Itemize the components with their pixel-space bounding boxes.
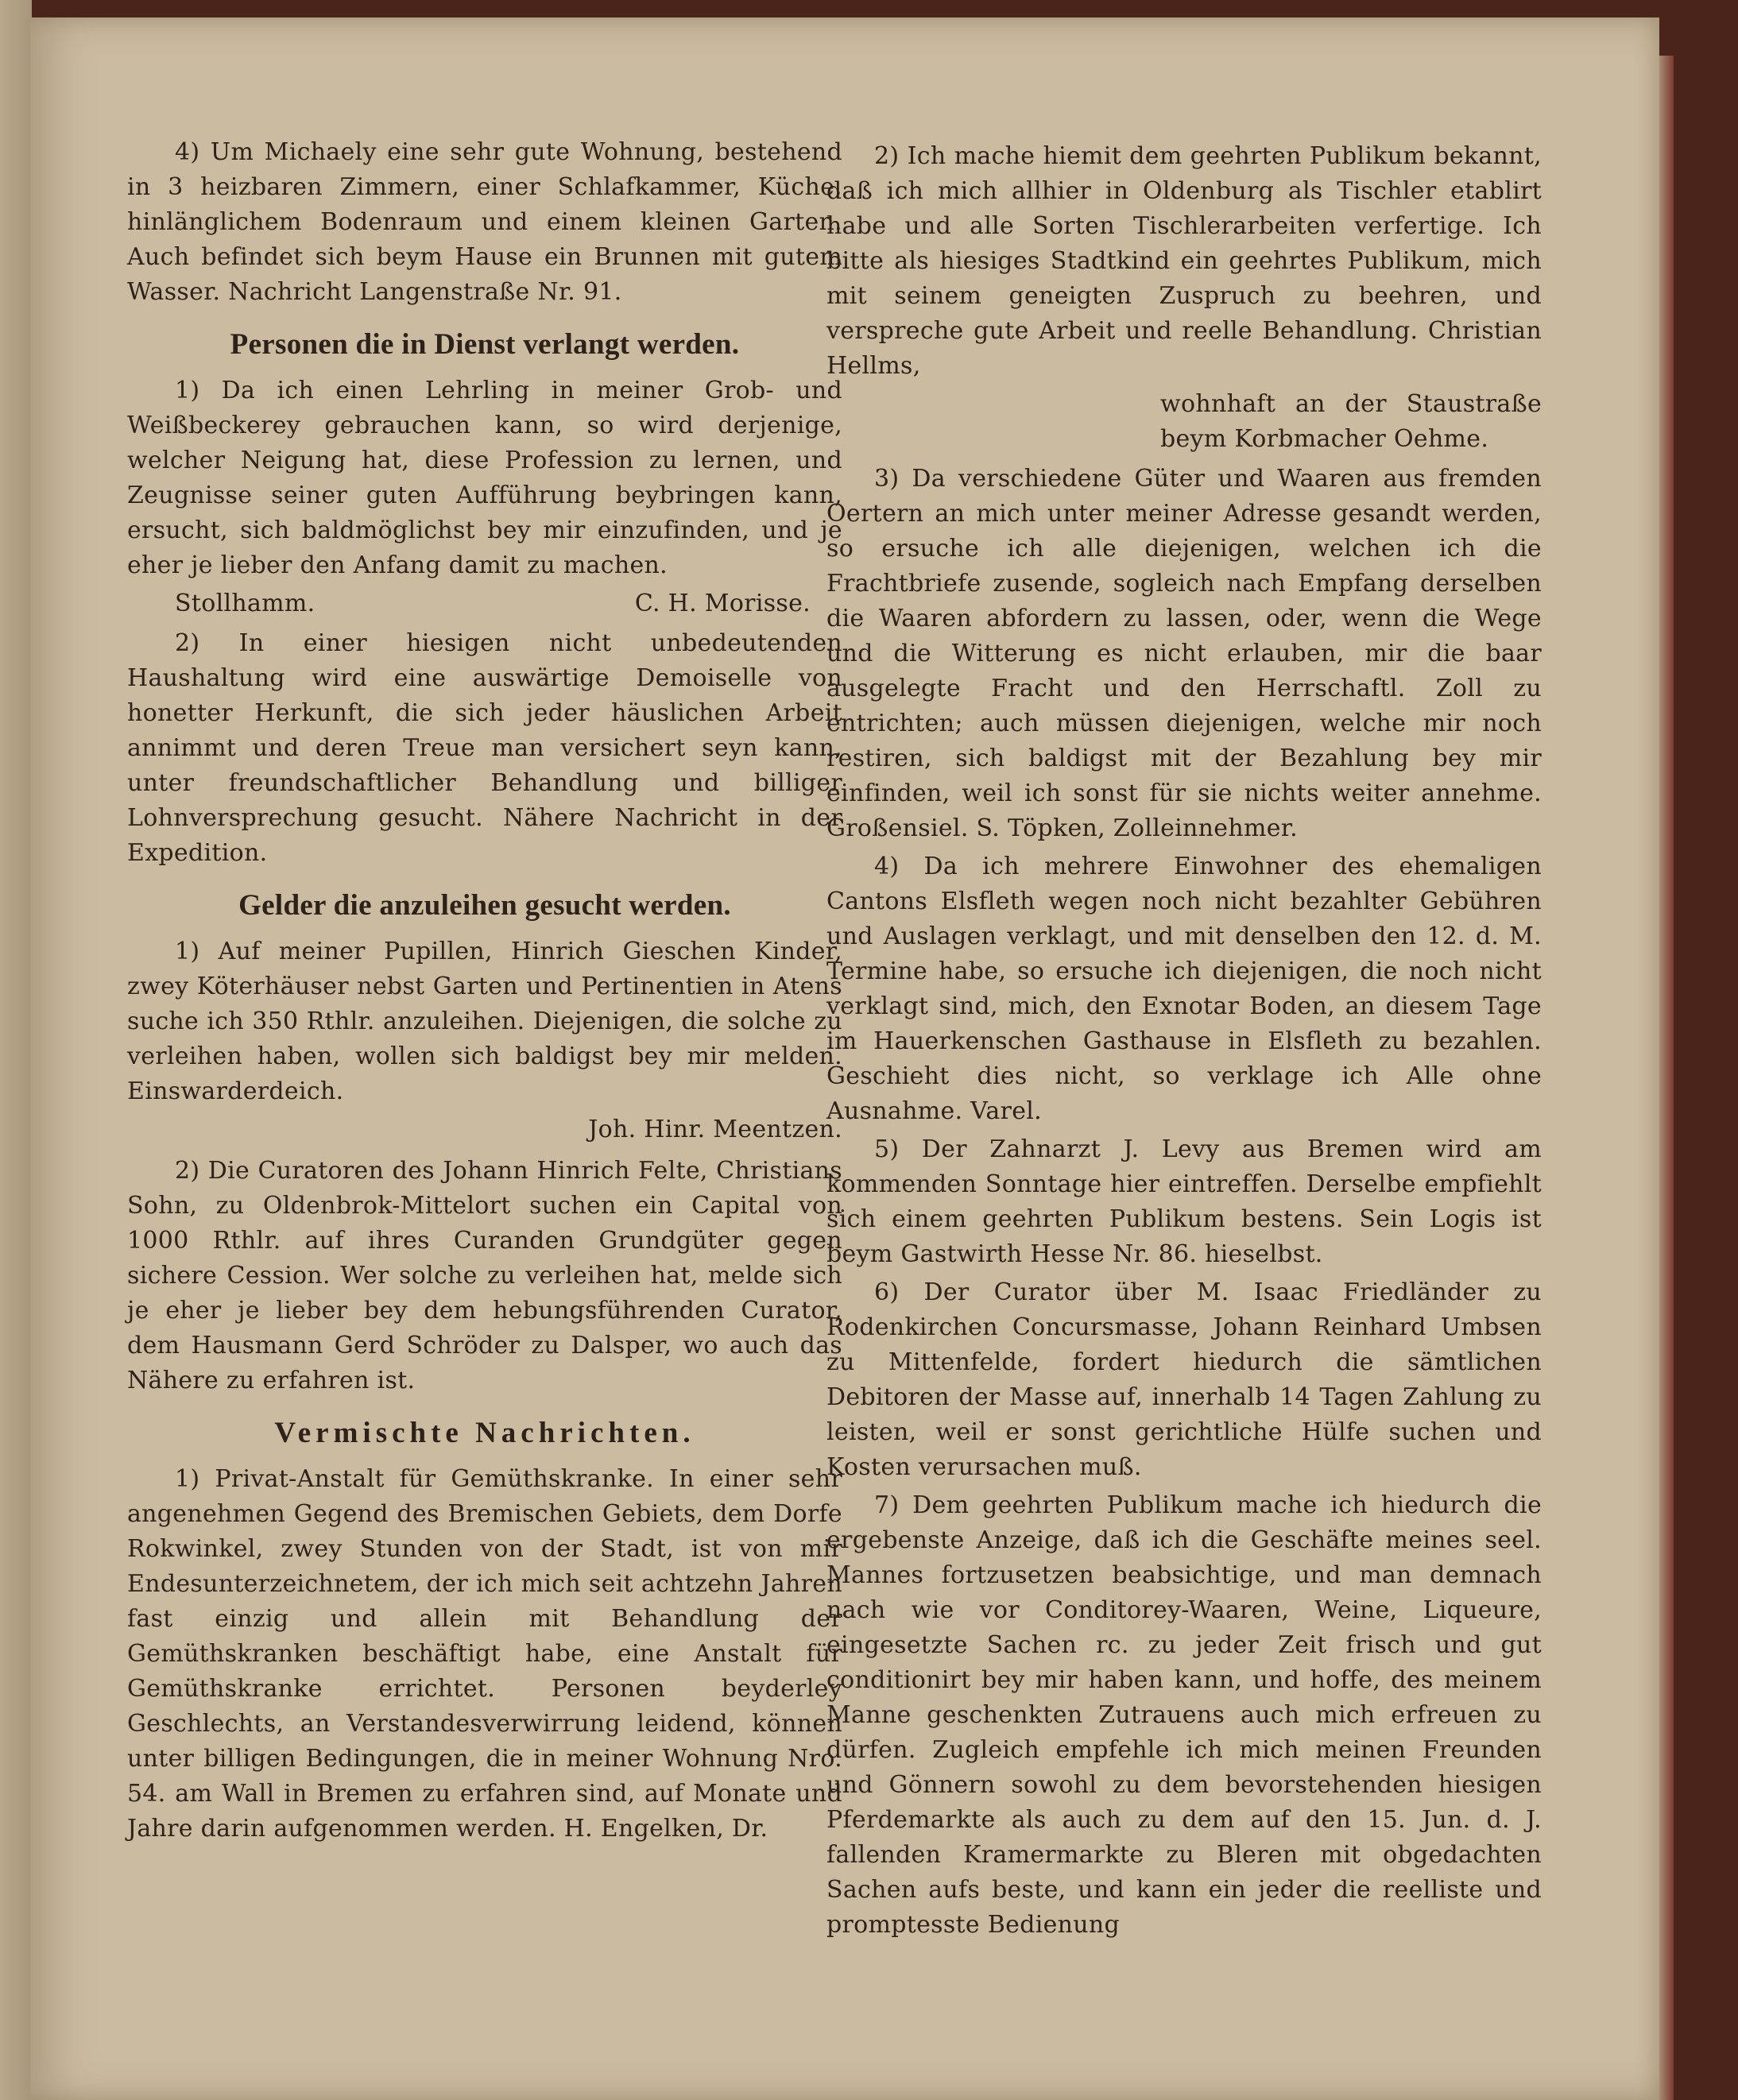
section-heading-miscellaneous: Vermischte Nachrichten. [274,1417,695,1449]
paragraph-curator-notice: 6) Der Curator über M. Isaac Friedländer zu Rodenkirchen Concursmasse, Johann Reinhard Umbsen zu Mittenfelde, fordert hiedurch die sämtlichen Debitoren der Masse auf, innerhalb 14 Tagen Zahlung zu leisten, weil er sonst gerichtliche Hülfe suchen und Kosten verursachen muß. [826,1278,1542,1481]
paragraph-demoiselle-wanted: 2) In einer hiesigen nicht unbedeutenden Haushaltung wird eine auswärtige Demoiselle von honetter Herkunft, die sich jeder häuslichen Arbeit annimmt und deren Treue man versichert seyn kann, unter freundschaftlicher Behandlung und billiger Lohnversprechung gesucht. Nähere Nachricht in der Expedition. [127,629,842,867]
signature-name: C. H. Morisse. [634,590,811,617]
page-stack-edge [1659,56,1674,2100]
paragraph-apprentice-wanted: 1) Da ich einen Lehrling in meiner Grob- und Weißbeckerey gebrauchen kann, so wird derjenige, welcher Neigung hat, diese Profession zu lernen, und Zeugnisse seiner guten Aufführung beybringen kann, ersucht, sich baldmöglichst bey mir einzufinden, und je eher je lieber den Anfang damit zu machen. [127,377,842,579]
paragraph-confectionery-notice: 7) Dem geehrten Publikum mache ich hiedurch die ergebenste Anzeige, daß ich die Geschäfte meines seel. Mannes fortzusetzen beabsichtige, und man demnach nach wie vor Conditorey-Waaren, Weine, Liqueure, eingesetzte Sachen rc. zu jeder Zeit frisch und gut conditionirt bey mir haben kann, und hoffe, des meinem Manne geschenkten Zutrauens auch mich erfreuen zu dürfen. Zugleich empfehle ich mich meinen Freunden und Gönnern sowohl zu dem bevorstehenden hiesigen Pferdemarkte als auch zu dem auf den 15. Jun. d. J. fallenden Kramermarkte zu Bleren mit obgedachten Sachen aufs beste, und kann ein jeder die reelliste und promptesste Bedienung [826,1491,1542,1939]
paragraph-asylum-notice: 1) Privat-Anstalt für Gemüthskranke. In einer sehr angenehmen Gegend des Bremischen Gebiets, dem Dorfe Rokwinkel, zwey Stunden von der Stadt, ist von mir Endesunterzeichnetem, der ich mich seit achtzehn Jahren fast einzig und allein mit Behandlung der Gemüthskranken beschäftigt habe, eine Anstalt für Gemüthskranke errichtet. Personen beyderley Geschlechts, an Verstandesverwirrung leidend, können unter billigen Bedingungen, die in meiner Wohnung Nro. 54. am Wall in Bremen zu erfahren sind, auf Monate und Jahre darin aufgenommen werden. H. Engelken, Dr. [127,1465,842,1843]
paragraph-loan-request-2: 2) Die Curatoren des Johann Hinrich Felte, Christians Sohn, zu Oldenbrok-Mittelort suchen ein Capital von 1000 Rthlr. auf ihres Curanden Grundgüter gegen sichere Cession. Wer solche zu verleihen hat, melde sich je eher je lieber bey dem hebungsführenden Curator, dem Hausmann Gerd Schröder zu Dalsper, wo auch das Nähere zu erfahren ist. [127,1157,842,1394]
paragraph-freight-notice: 3) Da verschiedene Güter und Waaren aus fremden Oertern an mich unter meiner Adresse gesandt werden, so ersuche ich alle diejenigen, welchen ich die Frachtbriefe zusende, sogleich nach Empfang derselben die Waaren abfordern zu lassen, oder, wenn die Wege und die Witterung es nicht erlauben, mir die baar ausgelegte Fracht und den Herrschaftl. Zoll zu entrichten; auch müssen diejenigen, welche mir noch restiren, sich baldigst mit der Bezahlung bey mir einfinden, weil ich sonst für sie nichts weiter annehme. Großensiel. S. Töpken, Zolleinnehmer. [826,465,1542,842]
paragraph-loan-request-1: 1) Auf meiner Pupillen, Hinrich Gieschen Kinder, zwey Köterhäuser nebst Garten und Pertinentien in Atens suche ich 350 Rthlr. anzuleihen. Diejenigen, die solche zu verleihen haben, wollen sich baldigst bey mir melden. Einswarderdeich. [127,938,842,1105]
previous-page-edge [0,0,32,2100]
section-heading-service: Personen die in Dienst verlangt werden. [230,328,740,361]
left-column [127,135,842,1850]
paragraph-dentist-notice: 5) Der Zahnarzt J. Levy aus Bremen wird am kommenden Sonntage hier eintreffen. Derselbe empfiehlt sich einem geehrten Publikum bestens. Sein Logis ist beym Gastwirth Hesse Nr. 86. hieselbst. [826,1135,1542,1268]
signature-meentzen: Joh. Hinr. Meentzen. [588,1116,842,1143]
section-heading-loans: Gelder die anzuleihen gesucht werden. [238,889,731,922]
paragraph-carpenter-notice: 2) Ich mache hiemit dem geehrten Publikum bekannt, daß ich mich allhier in Oldenburg als Tischler etablirt habe und alle Sorten Tischlerarbeiten verfertige. Ich bitte als hiesiges Stadtkind ein geehrtes Publikum, mich mit seinem geneigten Zuspruch zu beehren, und verspreche gute Arbeit und reelle Behandlung. Christian Hellms, [826,142,1542,380]
signature-line [127,586,842,621]
paragraph-fees-notice: 4) Da ich mehrere Einwohner des ehemaligen Cantons Elsfleth wegen noch nicht bezahlter Gebühren und Auslagen verklagt, und mit denselben den 12. d. M. Termine habe, so ersuche ich diejenigen, die noch nicht verklagt sind, mich, den Exnotar Boden, an diesem Tage im Hauerkenschen Gasthause in Elsfleth zu bezahlen. Geschieht dies nicht, so verklage ich Alle ohne Ausnahme. Varel. [826,853,1542,1125]
right-column [826,139,1542,1946]
signature-place: Stollhamm. [175,590,315,617]
signature-address-hellms: wohnhaft an der Staustraße beym Korbmacher Oehme. [1160,390,1542,453]
paragraph-apartment-offer: 4) Um Michaely eine sehr gute Wohnung, bestehend in 3 heizbaren Zimmern, einer Schlafkammer, Küche, hinlänglichem Bodenraum und einem kleinen Garten. Auch befindet sich beym Hause ein Brunnen mit gutem Wasser. Nachricht Langenstraße Nr. 91. [127,138,842,306]
